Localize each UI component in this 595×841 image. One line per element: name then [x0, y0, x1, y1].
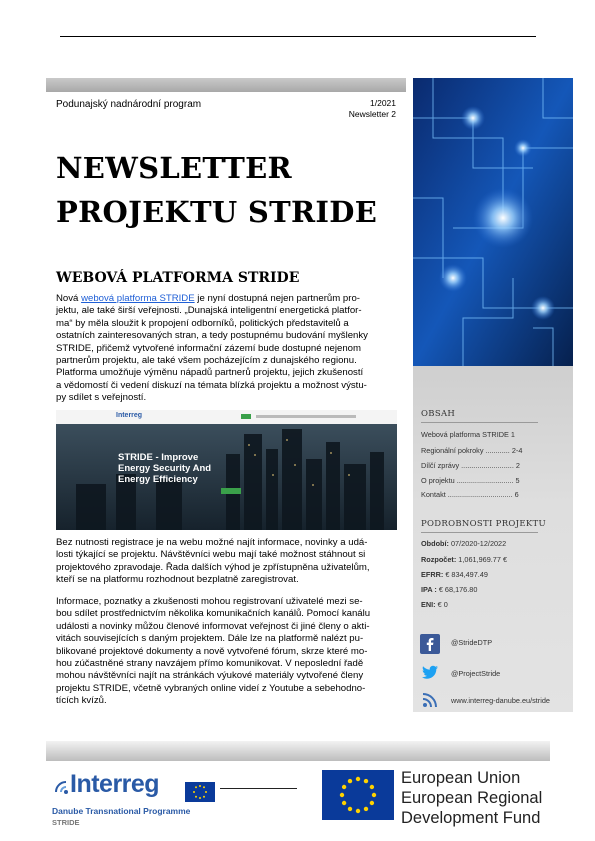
paragraph-line: bou sdílet prostřednictvím několika komunikačních kanálů. Pomocí kanálu — [56, 608, 371, 620]
small-eu-flag-icon — [185, 782, 215, 802]
paragraph-line: Informace, poznatky a zkušenosti mohou registrovaní uživatelé mezi se- — [56, 596, 363, 607]
programme-name: Danube Transnational Programme — [52, 806, 191, 816]
details-heading: PODROBNOSTI PROJEKTU — [421, 519, 546, 529]
paragraph-1 — [56, 293, 397, 405]
paragraph-line: py sdílet s veřejností. — [56, 392, 147, 404]
paragraph-line: projektového zpravodaje. Řada dalších výhod je zpřístupněna uživatelům, — [56, 561, 370, 573]
interreg-logo — [52, 768, 292, 828]
program-name: Podunajský nadnárodní program — [56, 99, 202, 110]
platform-link[interactable]: webová platforma STRIDE — [81, 293, 195, 304]
paragraph-line: Platforma umožňuje výměnu nápadů partnerů projektu, jejich zkušeností — [56, 367, 364, 379]
paragraph-line: jektu, ale také širší veřejnosti. „Dunajská inteligentní energetická platfor- — [56, 305, 362, 317]
paragraph-line: losti týkající se projektu. Návštěvníci webu mají také možnost stáhnout si — [56, 549, 366, 561]
top-rule — [60, 36, 536, 37]
issue-label: Newsletter 2 — [348, 109, 396, 119]
header-band — [46, 78, 406, 92]
website-url[interactable]: www.interreg-danube.eu/stride — [451, 696, 550, 705]
paragraph-line: tících kvízů. — [56, 695, 107, 707]
interreg-wordmark: Interreg — [70, 770, 160, 798]
paragraph-line: ma“ by měla sloužit k propojení odborníků, politických představitelů a — [56, 317, 349, 329]
screenshot-headline-line: STRIDE - Improve — [118, 452, 199, 463]
project-name: STRIDE — [52, 818, 80, 827]
eu-fund-label — [401, 768, 542, 828]
twitter-icon[interactable] — [420, 662, 440, 682]
toc-item[interactable]: Regionální pokroky ............ 2-4 — [421, 446, 523, 455]
paragraph-line: Bez nutnosti registrace je na webu možné najít informace, novinky a udá- — [56, 537, 368, 548]
detail-row-efrr: EFRR: € 834,497.49 — [421, 570, 488, 579]
eu-text-line: European Union — [401, 769, 521, 787]
eu-text-line: European Regional — [401, 789, 543, 807]
paragraph-line: události a novinky můžou členové informovat veřejnost či jiné členy o akti- — [56, 620, 370, 632]
paragraph-line: a vědomostí či vedení diskuzí na témata blízká projektu a možnost výstu- — [56, 379, 367, 391]
facebook-handle[interactable]: @StrideDTP — [451, 638, 493, 647]
toc-heading: OBSAH — [421, 409, 456, 419]
issue-number — [330, 98, 396, 120]
logo-divider — [220, 788, 297, 789]
paragraph-line: vitách souvisejících s daným projektem. Dále lze na platformě nalézt pu- — [56, 633, 364, 645]
paragraph-line: partnerům projektu, ale také všem pocházejícím z dunajského regionu. — [56, 355, 357, 367]
city-skyline — [56, 424, 397, 530]
screenshot-brand: Interreg — [116, 412, 143, 419]
detail-row-eni: ENI: € 0 — [421, 600, 448, 609]
screenshot-headline-line: Energy Security And — [118, 463, 212, 474]
toc-item[interactable]: O projektu ............................ 5 — [421, 476, 520, 485]
toc-rule — [421, 422, 538, 423]
paragraph-3 — [56, 596, 397, 708]
screenshot-navbar — [56, 410, 397, 424]
screenshot-headline — [118, 452, 211, 485]
paragraph-line: kteří se na platformu rozhodnout bezplatně zaregistrovat. — [56, 574, 299, 586]
paragraph-line: projektu STRIDE, včetně vybraných online videí z Youtube a sebehodno- — [56, 682, 366, 694]
twitter-handle[interactable]: @ProjectStride — [451, 669, 501, 678]
circuit-image — [413, 78, 573, 366]
website-screenshot — [56, 410, 397, 530]
paragraph-line: blikované projektové dokumenty a nově vytvořené fórum, skrze které mo- — [56, 645, 368, 657]
footer-band — [46, 741, 550, 761]
eu-flag-icon — [322, 770, 394, 820]
section-heading: WEBOVÁ PLATFORMA STRIDE — [56, 270, 300, 286]
rss-icon — [420, 690, 440, 710]
toc-item[interactable]: Kontakt ................................ 6 — [421, 490, 519, 499]
paragraph-line: ostatních zainteresovaných stran, a tedy postupnému budování myšlenky — [56, 330, 368, 342]
paragraph-2 — [56, 537, 397, 587]
toc-item[interactable]: Dílčí zprávy .......................... 2 — [421, 461, 520, 470]
detail-row-period: Období: 07/2020-12/2022 — [421, 539, 507, 548]
issue-date: 1/2021 — [370, 98, 396, 108]
detail-row-budget: Rozpočet: 1,061,969.77 € — [421, 555, 507, 564]
facebook-icon[interactable] — [420, 634, 440, 654]
toc-item[interactable]: Webová platforma STRIDE 1 — [421, 430, 515, 439]
paragraph-line: mohou návštěvníci najít na stránkách výukové materiály vytvořené členy — [56, 670, 364, 682]
paragraph-line: Nová webová platforma STRIDE je nyní dostupná nejen partnerům pro- — [56, 293, 360, 304]
paragraph-line: hou zúčastněné strany navzájem přímo komunikovat. V neposlední řadě — [56, 658, 364, 670]
screenshot-headline-line: Energy Efficiency — [118, 474, 198, 485]
title-line-1: NEWSLETTER — [56, 151, 292, 185]
title-line-2: PROJEKTU STRIDE — [56, 195, 378, 229]
detail-row-ipa: IPA : € 68,176.80 — [421, 585, 478, 594]
newsletter-title — [56, 146, 377, 234]
eu-text-line: Development Fund — [401, 809, 541, 827]
details-rule — [421, 532, 538, 533]
paragraph-line: STRIDE, přičemž vytvořené informační zázemí bude dostupné nejenom — [56, 342, 362, 354]
